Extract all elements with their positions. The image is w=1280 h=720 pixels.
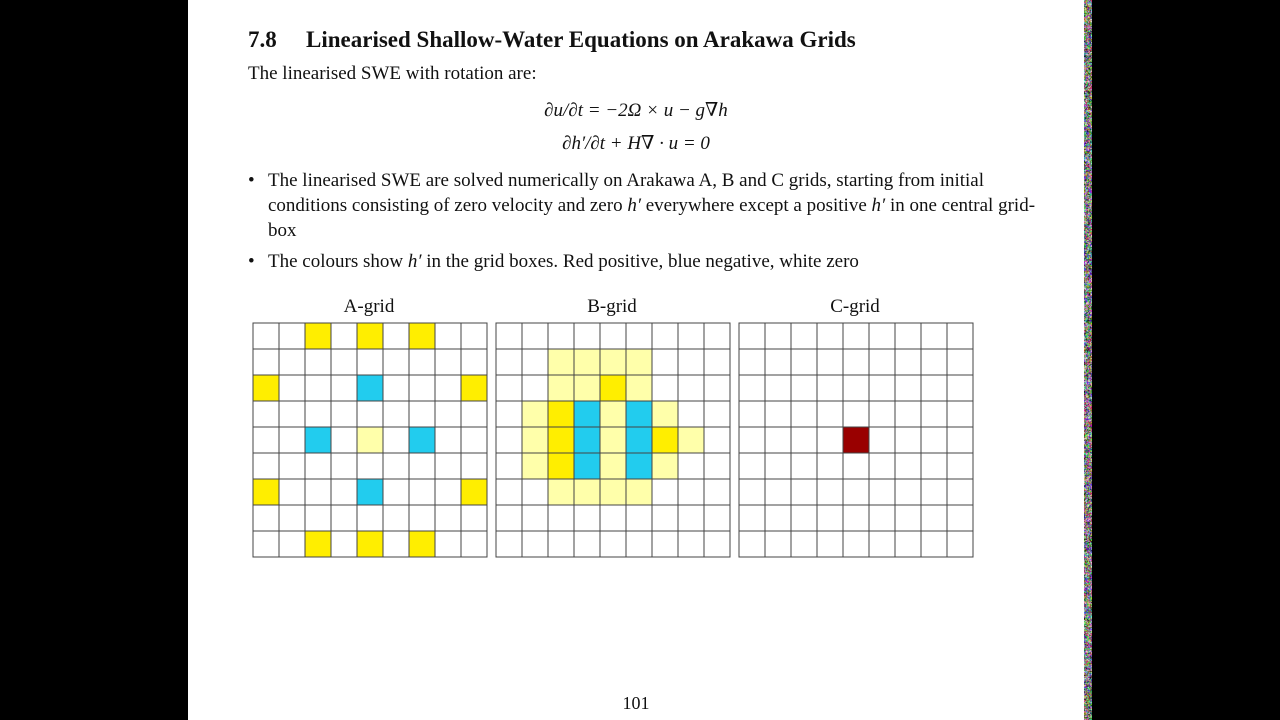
grid-cell: [522, 323, 548, 349]
math-var: h′: [871, 195, 886, 216]
grid-cell: [817, 401, 843, 427]
grid-cell: [305, 453, 331, 479]
grid-cell: [843, 531, 869, 557]
grid-cell: [843, 375, 869, 401]
grid-cell: [921, 427, 947, 453]
grid-cell: [522, 531, 548, 557]
grid-cell: [331, 375, 357, 401]
grid-cell: [652, 453, 678, 479]
grid-cell: [765, 323, 791, 349]
bullet-item: [248, 249, 1038, 274]
grid-cell: [895, 531, 921, 557]
grid-cell: [522, 375, 548, 401]
grid-cell: [678, 349, 704, 375]
grid-cell: [522, 349, 548, 375]
grid-cell: [357, 427, 383, 453]
grid-cell: [652, 479, 678, 505]
bullet-text: The linearised SWE are solved numerically on Arakawa A, B and C grids, starting from initial conditions consisting of zero velocity and zero: [268, 170, 985, 216]
grid-cell: [678, 401, 704, 427]
grid-cell: [921, 531, 947, 557]
grid-cell: [791, 479, 817, 505]
grid-cell: [921, 375, 947, 401]
grid-cell: [331, 427, 357, 453]
grid-cell: [357, 349, 383, 375]
grid-cell: [461, 401, 487, 427]
grid-cell: [305, 401, 331, 427]
grid-cell: [331, 349, 357, 375]
grid-cell: [626, 375, 652, 401]
grid-cell: [947, 427, 973, 453]
grid-cell: [626, 505, 652, 531]
grid-cell: [600, 349, 626, 375]
grid-cell: [678, 531, 704, 557]
grid-cell: [409, 401, 435, 427]
b-grid-figure: [495, 322, 731, 558]
bullet-list: [248, 168, 1038, 280]
grid-cell: [895, 479, 921, 505]
grid-cell: [305, 531, 331, 557]
grid-cell: [895, 323, 921, 349]
grid-cell: [652, 427, 678, 453]
grid-cell: [600, 453, 626, 479]
grid-cell: [704, 453, 730, 479]
grid-cell: [253, 531, 279, 557]
a-grid-figure: [252, 322, 488, 558]
grid-cell: [548, 531, 574, 557]
grid-cell: [253, 453, 279, 479]
grid-cell: [435, 349, 461, 375]
grid-cell: [253, 349, 279, 375]
grid-cell: [409, 323, 435, 349]
grid-cell: [383, 453, 409, 479]
a-grid-label: A-grid: [343, 296, 395, 317]
grid-cell: [765, 375, 791, 401]
grid-cell: [331, 453, 357, 479]
grid-cell: [817, 531, 843, 557]
grid-cell: [704, 427, 730, 453]
grid-cell: [869, 453, 895, 479]
grid-cell: [331, 401, 357, 427]
grid-cell: [331, 479, 357, 505]
grid-cell: [678, 479, 704, 505]
grid-cell: [383, 505, 409, 531]
grid-cell: [626, 401, 652, 427]
grid-cell: [895, 453, 921, 479]
grid-cell: [843, 401, 869, 427]
grid-cell: [704, 401, 730, 427]
grid-cell: [409, 479, 435, 505]
grid-cell: [869, 505, 895, 531]
grid-cell: [409, 427, 435, 453]
grid-cell: [461, 323, 487, 349]
grid-cell: [652, 401, 678, 427]
grid-cell: [496, 323, 522, 349]
grid-cell: [600, 401, 626, 427]
grid-cell: [383, 401, 409, 427]
slide-page: [188, 0, 1084, 720]
grid-cell: [895, 401, 921, 427]
grid-cell: [765, 453, 791, 479]
equation-continuity: ∂h′/∂t + H∇ · u = 0: [562, 133, 710, 154]
grid-cell: [739, 427, 765, 453]
grid-cell: [253, 375, 279, 401]
grid-cell: [331, 323, 357, 349]
grid-cell: [765, 479, 791, 505]
grid-cell: [947, 531, 973, 557]
grid-cell: [279, 453, 305, 479]
grid-cell: [548, 427, 574, 453]
grid-cell: [548, 479, 574, 505]
grid-cell: [383, 375, 409, 401]
grid-cell: [522, 479, 548, 505]
grid-cell: [461, 349, 487, 375]
grid-cell: [704, 505, 730, 531]
grid-cell: [739, 349, 765, 375]
grid-cell: [921, 323, 947, 349]
page-number: 101: [622, 693, 650, 713]
grid-cell: [791, 531, 817, 557]
grid-cell: [869, 375, 895, 401]
grid-cell: [843, 505, 869, 531]
grid-cell: [461, 375, 487, 401]
bullet-text: in one central grid-box: [268, 195, 1036, 241]
grid-cell: [626, 479, 652, 505]
c-grid-figure: [738, 322, 974, 558]
grid-cell: [331, 531, 357, 557]
grid-cell: [739, 323, 765, 349]
grid-cell: [947, 323, 973, 349]
grid-cell: [305, 323, 331, 349]
grid-cell: [574, 505, 600, 531]
grid-cell: [435, 453, 461, 479]
grid-cell: [279, 427, 305, 453]
grid-cell: [496, 349, 522, 375]
grid-cell: [435, 479, 461, 505]
grid-cell: [279, 401, 305, 427]
bullet-icon: •: [248, 251, 255, 272]
grid-cell: [383, 349, 409, 375]
grid-cell: [895, 505, 921, 531]
grid-cell: [574, 453, 600, 479]
grid-cell: [765, 401, 791, 427]
grid-cell: [739, 375, 765, 401]
grid-cell: [357, 375, 383, 401]
grid-cell: [279, 531, 305, 557]
grid-cell: [305, 349, 331, 375]
grid-cell: [739, 531, 765, 557]
grid-cell: [739, 479, 765, 505]
grid-cell: [357, 323, 383, 349]
grid-cell: [600, 323, 626, 349]
grid-cell: [461, 453, 487, 479]
grid-cell: [947, 479, 973, 505]
grid-cell: [574, 349, 600, 375]
grid-cell: [253, 323, 279, 349]
math-var: h′: [407, 251, 422, 272]
grid-cell: [869, 349, 895, 375]
grid-cell: [253, 505, 279, 531]
grid-cell: [435, 375, 461, 401]
grid-cell: [921, 349, 947, 375]
grid-cell: [279, 375, 305, 401]
grid-cell: [947, 401, 973, 427]
grid-cell: [678, 453, 704, 479]
grid-cell: [765, 505, 791, 531]
grid-cell: [652, 531, 678, 557]
grid-cell: [409, 349, 435, 375]
section-title: Linearised Shallow-Water Equations on Arakawa Grids: [306, 27, 856, 52]
grid-cell: [279, 479, 305, 505]
grid-cell: [652, 505, 678, 531]
grid-cell: [678, 323, 704, 349]
grid-cell: [817, 349, 843, 375]
grid-cell: [895, 349, 921, 375]
grid-cell: [600, 505, 626, 531]
bullet-item: [248, 168, 1038, 243]
grid-cell: [279, 505, 305, 531]
grid-cell: [548, 453, 574, 479]
grid-cell: [652, 375, 678, 401]
b-grid-label: B-grid: [587, 296, 637, 317]
grid-cell: [496, 505, 522, 531]
grid-cell: [704, 479, 730, 505]
grid-cell: [548, 323, 574, 349]
grid-cell: [253, 401, 279, 427]
math-var: h′: [627, 195, 641, 216]
grid-cell: [869, 323, 895, 349]
grid-cell: [626, 427, 652, 453]
grid-cell: [817, 479, 843, 505]
equation-momentum: ∂u/∂t = −2Ω × u − g∇h: [544, 100, 728, 121]
bullet-text: The colours show: [268, 251, 408, 272]
grid-cell: [600, 531, 626, 557]
grid-cell: [791, 505, 817, 531]
grid-cell: [357, 531, 383, 557]
grid-cell: [574, 401, 600, 427]
grid-cell: [869, 427, 895, 453]
grid-cell: [574, 531, 600, 557]
grid-cell: [496, 427, 522, 453]
grid-cell: [357, 505, 383, 531]
grid-cell: [869, 531, 895, 557]
section-number: 7.8: [248, 27, 277, 52]
grid-cell: [739, 453, 765, 479]
grid-cell: [461, 479, 487, 505]
grid-cell: [921, 479, 947, 505]
grid-cell: [921, 453, 947, 479]
grid-cell: [947, 505, 973, 531]
grid-cell: [357, 453, 383, 479]
grid-cell: [522, 401, 548, 427]
grid-cell: [652, 323, 678, 349]
grid-cell: [548, 375, 574, 401]
grid-cell: [383, 479, 409, 505]
grid-cell: [704, 531, 730, 557]
grid-cell: [496, 453, 522, 479]
grid-cell: [574, 323, 600, 349]
grid-cell: [548, 401, 574, 427]
grid-cell: [791, 427, 817, 453]
grid-cell: [409, 453, 435, 479]
grid-cell: [409, 375, 435, 401]
grid-cell: [548, 349, 574, 375]
grid-cell: [817, 505, 843, 531]
grid-cell: [791, 401, 817, 427]
grid-cell: [522, 427, 548, 453]
grid-cell: [496, 531, 522, 557]
grid-cell: [435, 427, 461, 453]
grid-cell: [305, 375, 331, 401]
grid-cell: [704, 349, 730, 375]
grid-cell: [496, 401, 522, 427]
grid-cell: [461, 531, 487, 557]
grid-cell: [253, 427, 279, 453]
grid-cell: [461, 427, 487, 453]
grid-cell: [305, 505, 331, 531]
grid-cell: [548, 505, 574, 531]
grid-cell: [600, 427, 626, 453]
grid-cell: [652, 349, 678, 375]
grid-cell: [739, 505, 765, 531]
grid-cell: [678, 505, 704, 531]
grid-cell: [921, 401, 947, 427]
grid-cell: [435, 401, 461, 427]
grid-cell: [496, 479, 522, 505]
grid-cell: [843, 349, 869, 375]
grid-cell: [383, 323, 409, 349]
grid-cell: [253, 479, 279, 505]
grid-cell: [574, 375, 600, 401]
grid-cell: [791, 453, 817, 479]
grid-cell: [409, 531, 435, 557]
grid-cell: [817, 427, 843, 453]
grid-cell: [574, 479, 600, 505]
grid-cell: [496, 375, 522, 401]
intro-text: The linearised SWE with rotation are:: [248, 63, 537, 84]
grid-cell: [574, 427, 600, 453]
grid-cell: [409, 505, 435, 531]
bullet-text: in the grid boxes. Red positive, blue negative, white zero: [421, 251, 859, 272]
grid-cell: [947, 375, 973, 401]
video-noise-strip: [1084, 0, 1092, 720]
grid-cell: [435, 505, 461, 531]
grid-cell: [678, 427, 704, 453]
grid-cell: [383, 427, 409, 453]
grid-cell: [461, 505, 487, 531]
grid-cell: [435, 323, 461, 349]
grid-cell: [305, 427, 331, 453]
grid-cell: [279, 323, 305, 349]
bullet-icon: •: [248, 170, 255, 191]
grid-cell: [331, 505, 357, 531]
grid-cell: [869, 479, 895, 505]
grid-cell: [817, 323, 843, 349]
grid-cell: [357, 401, 383, 427]
grid-cell: [791, 349, 817, 375]
section-heading: [248, 27, 856, 53]
grid-cell: [678, 375, 704, 401]
grid-cell: [704, 375, 730, 401]
grid-cell: [522, 505, 548, 531]
grid-cell: [869, 401, 895, 427]
grid-cell: [522, 453, 548, 479]
grid-cell: [626, 453, 652, 479]
grid-cell: [817, 453, 843, 479]
grid-cell: [843, 453, 869, 479]
grid-cell: [817, 375, 843, 401]
grid-cell: [626, 323, 652, 349]
grid-cell: [305, 479, 331, 505]
grid-cell: [895, 375, 921, 401]
grid-cell: [626, 349, 652, 375]
grid-cell: [765, 531, 791, 557]
grid-cell: [704, 323, 730, 349]
grid-cell: [383, 531, 409, 557]
grid-cell: [600, 479, 626, 505]
grid-cell: [947, 349, 973, 375]
bullet-text: everywhere except a positive: [640, 195, 872, 216]
grid-cell: [626, 531, 652, 557]
grid-cell: [843, 479, 869, 505]
grid-cell: [921, 505, 947, 531]
grid-cell: [357, 479, 383, 505]
grid-cell: [947, 453, 973, 479]
grid-cell: [739, 401, 765, 427]
grid-cell: [279, 349, 305, 375]
grid-cell: [791, 375, 817, 401]
grid-cell: [791, 323, 817, 349]
grid-cell: [843, 427, 869, 453]
c-grid-label: C-grid: [830, 296, 880, 317]
grid-cell: [435, 531, 461, 557]
grid-cell: [843, 323, 869, 349]
grid-cell: [765, 349, 791, 375]
grid-cell: [600, 375, 626, 401]
grid-cell: [765, 427, 791, 453]
grid-cell: [895, 427, 921, 453]
